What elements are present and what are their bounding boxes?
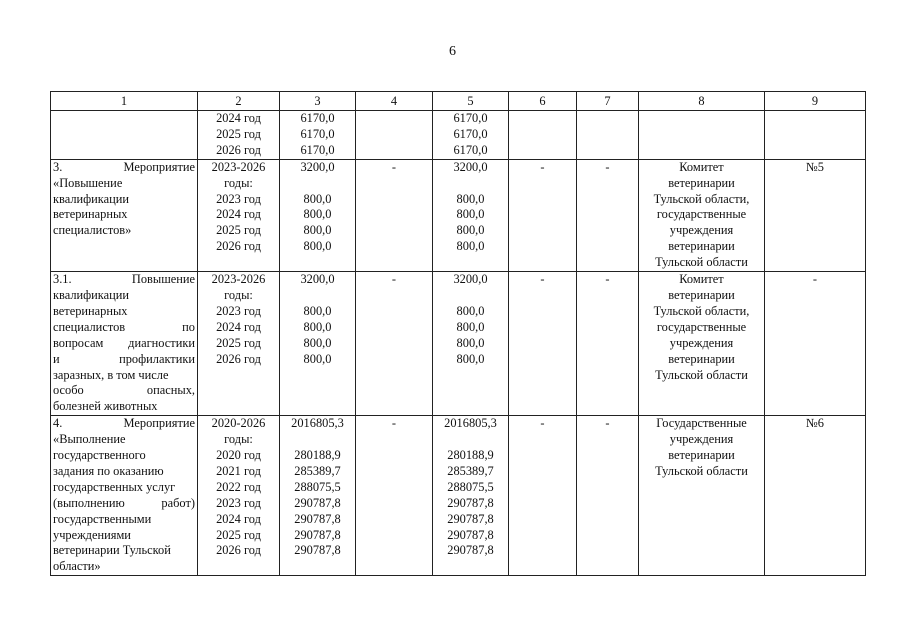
header-col-1: 1 [51, 92, 198, 111]
cell-col7: - [577, 416, 639, 576]
cell-col6: - [509, 272, 577, 416]
cell-period: 2023-2026 годы: 2023 год 2024 год 2025 год 2026 год [198, 159, 280, 271]
table-row-measure-4 [51, 416, 866, 576]
measures-table [50, 91, 866, 576]
cell-executor: Государственные учреждения ветеринарии Тульской области [639, 416, 765, 576]
cell-col3: 3200,0 800,0 800,0 800,0 800,0 [280, 159, 356, 271]
cell-col7: - [577, 159, 639, 271]
cell-period: 2020-2026 годы: 2020 год 2021 год 2022 год 2023 год 2024 год 2025 год 2026 год [198, 416, 280, 576]
cell-period: 2024 год 2025 год 2026 год [198, 111, 280, 160]
cell-col6: - [509, 416, 577, 576]
cell-col4: - [356, 416, 433, 576]
page-number: 6 [449, 44, 456, 59]
table-row-measure-3 [51, 159, 866, 271]
cell-col7 [577, 111, 639, 160]
cell-col5: 6170,0 6170,0 6170,0 [433, 111, 509, 160]
cell-col5: 2016805,3 280188,9 285389,7 288075,5 290787,8 290787,8 290787,8 290787,8 [433, 416, 509, 576]
table-row-measure-3-1 [51, 272, 866, 416]
cell-col6: - [509, 159, 577, 271]
cell-col9 [765, 111, 866, 160]
header-col-7: 7 [577, 92, 639, 111]
cell-col3: 6170,0 6170,0 6170,0 [280, 111, 356, 160]
cell-col7: - [577, 272, 639, 416]
header-col-3: 3 [280, 92, 356, 111]
header-col-6: 6 [509, 92, 577, 111]
cell-executor: Комитет ветеринарии Тульской области, государственные учреждения ветеринарии Тульской области [639, 272, 765, 416]
cell-col5: 3200,0 800,0 800,0 800,0 800,0 [433, 272, 509, 416]
table-row-carry [51, 111, 866, 160]
cell-name: 3.1. Повышение квалификации ветеринарных специалистов по вопросам диагностики и профилактики заразных, в том числе особо опасных, болезней животных [51, 272, 198, 416]
header-col-5: 5 [433, 92, 509, 111]
cell-col3: 2016805,3 280188,9 285389,7 288075,5 290787,8 290787,8 290787,8 290787,8 [280, 416, 356, 576]
cell-col9: №6 [765, 416, 866, 576]
header-col-8: 8 [639, 92, 765, 111]
cell-col4: - [356, 272, 433, 416]
header-col-9: 9 [765, 92, 866, 111]
cell-executor: Комитет ветеринарии Тульской области, государственные учреждения ветеринарии Тульской области [639, 159, 765, 271]
cell-col8 [639, 111, 765, 160]
cell-col6 [509, 111, 577, 160]
cell-name: 3. Мероприятие «Повышение квалификации ветеринарных специалистов» [51, 159, 198, 271]
header-col-2: 2 [198, 92, 280, 111]
cell-col3: 3200,0 800,0 800,0 800,0 800,0 [280, 272, 356, 416]
cell-col5: 3200,0 800,0 800,0 800,0 800,0 [433, 159, 509, 271]
cell-col9: - [765, 272, 866, 416]
cell-period: 2023-2026 годы: 2023 год 2024 год 2025 год 2026 год [198, 272, 280, 416]
cell-name [51, 111, 198, 160]
cell-col9: №5 [765, 159, 866, 271]
header-row [51, 92, 866, 111]
cell-name: 4. Мероприятие «Выполнение государственного задания по оказанию государственных услуг (выполнению работ) государственными учреждениями ветеринарии Тульской области» [51, 416, 198, 576]
cell-col4: - [356, 159, 433, 271]
header-col-4: 4 [356, 92, 433, 111]
cell-col4 [356, 111, 433, 160]
